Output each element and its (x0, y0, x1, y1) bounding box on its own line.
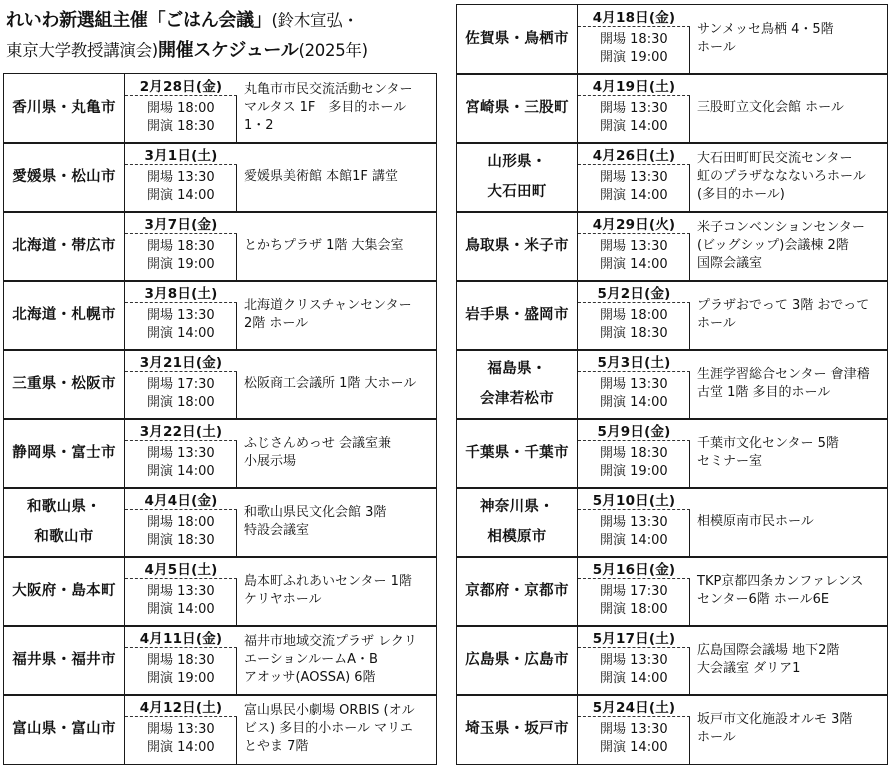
start-time-line (600, 394, 689, 412)
event-venue (691, 212, 887, 281)
start-time-line (600, 49, 689, 67)
open-label: 開場 (147, 377, 174, 392)
event-venue (238, 143, 436, 212)
start-time-line (147, 187, 236, 205)
start-label: 開演 (147, 671, 174, 686)
open-time: 18:30 (630, 32, 668, 47)
start-time: 19:00 (177, 671, 215, 686)
venue-text: 米子コンベンションセンター (ビッグシップ)会議棟 2階 国際会議室 (697, 220, 865, 272)
start-time-line (147, 739, 236, 757)
event-row (456, 142, 888, 213)
event-location: 岩手県・盛岡市 (457, 281, 578, 350)
start-time: 14:00 (630, 119, 668, 134)
event-venue (691, 5, 887, 74)
start-label: 開演 (600, 119, 627, 134)
event-location: 京都府・京都市 (457, 557, 578, 626)
event-location: 和歌山県・ 和歌山市 (4, 488, 125, 557)
open-label: 開場 (600, 515, 627, 530)
open-time: 13:30 (177, 584, 215, 599)
event-date: 4月19日(土) (578, 74, 690, 96)
event-location: 広島県・広島市 (457, 626, 578, 695)
start-time: 14:00 (630, 740, 668, 755)
start-time: 14:00 (630, 395, 668, 410)
open-time-line (147, 514, 236, 532)
event-row (456, 625, 888, 696)
title-main: れいわ新選組主催「ごはん会議」 (6, 10, 272, 31)
start-label: 開演 (600, 740, 627, 755)
event-times (578, 303, 690, 350)
open-time-line (147, 376, 236, 394)
event-location: 鳥取県・米子市 (457, 212, 578, 281)
open-label: 開場 (600, 722, 627, 737)
start-time-line (147, 325, 236, 343)
open-label: 開場 (600, 101, 627, 116)
event-times (125, 165, 237, 212)
event-location: 大阪府・島本町 (4, 557, 125, 626)
open-time: 13:30 (630, 101, 668, 116)
venue-text: 和歌山県民文化会館 3階 特設会議室 (244, 505, 387, 539)
title-line-2 (6, 36, 446, 66)
event-times (125, 717, 237, 764)
start-label: 開演 (600, 188, 627, 203)
event-venue (238, 626, 436, 695)
open-label: 開場 (600, 377, 627, 392)
start-time-line (600, 739, 689, 757)
start-time: 19:00 (630, 464, 668, 479)
open-time: 18:00 (177, 515, 215, 530)
open-time-line (147, 652, 236, 670)
event-times (125, 303, 237, 350)
event-venue (691, 695, 887, 764)
event-times (125, 441, 237, 488)
open-label: 開場 (600, 584, 627, 599)
event-venue (691, 143, 887, 212)
start-time-line (600, 463, 689, 481)
open-time-line (600, 307, 689, 325)
open-time-line (147, 238, 236, 256)
event-row (456, 487, 888, 558)
start-label: 開演 (147, 602, 174, 617)
open-time: 13:30 (177, 446, 215, 461)
start-time-line (147, 532, 236, 550)
venue-text: 坂戸市文化施設オルモ 3階 ホール (697, 712, 853, 746)
page-title (6, 6, 446, 66)
event-times (578, 372, 690, 419)
open-time-line (600, 238, 689, 256)
event-venue (238, 350, 436, 419)
open-time: 18:00 (630, 308, 668, 323)
event-location: 千葉県・千葉市 (457, 419, 578, 488)
event-date: 4月5日(土) (125, 557, 237, 579)
event-times (125, 579, 237, 626)
open-time-line (600, 514, 689, 532)
title-sub-1: (鈴木宣弘・ (271, 11, 359, 30)
title-year: (2025年) (298, 41, 368, 60)
venue-text: 福井市地域交流プラザ レクリ エーションルームA・B アオッサ(AOSSA) 6階 (244, 634, 417, 686)
event-row (3, 487, 437, 558)
event-row (456, 556, 888, 627)
start-label: 開演 (600, 395, 627, 410)
event-times (125, 510, 237, 557)
venue-text: TKP京都四条カンファレンス センター6階 ホール6E (697, 574, 864, 608)
start-time-line (600, 601, 689, 619)
event-row (3, 73, 437, 144)
event-location: 埼玉県・坂戸市 (457, 695, 578, 764)
event-times (578, 165, 690, 212)
event-date: 3月22日(土) (125, 419, 237, 441)
venue-text: ふじさんめっせ 会議室兼 小展示場 (244, 436, 392, 470)
event-row (3, 694, 437, 765)
open-time: 13:30 (630, 170, 668, 185)
event-location: 三重県・松阪市 (4, 350, 125, 419)
open-label: 開場 (147, 308, 174, 323)
open-time: 18:30 (630, 446, 668, 461)
venue-text: とかちプラザ 1階 大集会室 (244, 238, 404, 254)
start-time-line (147, 394, 236, 412)
event-location: 静岡県・富士市 (4, 419, 125, 488)
event-location: 北海道・帯広市 (4, 212, 125, 281)
start-time-line (600, 118, 689, 136)
event-venue (691, 74, 887, 143)
event-date: 3月21日(金) (125, 350, 237, 372)
start-time-line (147, 256, 236, 274)
venue-text: 丸亀市市民交流活動センター マルタス 1F 多目的ホール 1・2 (244, 82, 413, 134)
open-time: 13:30 (177, 170, 215, 185)
event-date: 5月16日(金) (578, 557, 690, 579)
open-time: 18:30 (177, 239, 215, 254)
event-venue (238, 695, 436, 764)
open-label: 開場 (600, 446, 627, 461)
event-date: 3月1日(土) (125, 143, 237, 165)
event-venue (691, 419, 887, 488)
event-venue (691, 488, 887, 557)
event-venue (691, 281, 887, 350)
start-time-line (147, 463, 236, 481)
start-time-line (600, 325, 689, 343)
event-times (125, 648, 237, 695)
venue-text: 相模原南市民ホール (697, 514, 814, 530)
event-times (125, 372, 237, 419)
open-time: 13:30 (630, 653, 668, 668)
event-venue (238, 281, 436, 350)
event-location: 神奈川県・ 相模原市 (457, 488, 578, 557)
start-label: 開演 (147, 533, 174, 548)
start-time: 14:00 (630, 671, 668, 686)
open-label: 開場 (147, 170, 174, 185)
event-venue (691, 557, 887, 626)
open-label: 開場 (147, 584, 174, 599)
event-venue (238, 212, 436, 281)
event-date: 4月11日(金) (125, 626, 237, 648)
event-times (578, 648, 690, 695)
open-time-line (600, 31, 689, 49)
start-label: 開演 (600, 326, 627, 341)
start-label: 開演 (600, 50, 627, 65)
open-label: 開場 (147, 722, 174, 737)
start-time: 14:00 (630, 188, 668, 203)
open-time-line (600, 721, 689, 739)
start-time-line (147, 670, 236, 688)
open-time: 17:30 (177, 377, 215, 392)
event-row (456, 211, 888, 282)
event-location: 北海道・札幌市 (4, 281, 125, 350)
open-label: 開場 (147, 101, 174, 116)
title-schedule: 開催スケジュール (157, 40, 299, 61)
start-time: 19:00 (177, 257, 215, 272)
open-time-line (147, 721, 236, 739)
event-venue (691, 350, 887, 419)
event-times (578, 579, 690, 626)
event-venue (238, 488, 436, 557)
event-row (456, 349, 888, 420)
start-time: 18:30 (177, 119, 215, 134)
event-date: 5月10日(土) (578, 488, 690, 510)
event-times (125, 234, 237, 281)
open-label: 開場 (147, 239, 174, 254)
open-time-line (600, 169, 689, 187)
open-time-line (147, 169, 236, 187)
open-time-line (600, 583, 689, 601)
open-time: 18:00 (177, 101, 215, 116)
venue-text: 千葉市文化センター 5階 セミナー室 (697, 436, 839, 470)
open-time-line (600, 100, 689, 118)
venue-text: 島本町ふれあいセンター 1階 ケリヤホール (244, 574, 412, 608)
open-time: 13:30 (630, 722, 668, 737)
open-time-line (600, 652, 689, 670)
open-time-line (147, 445, 236, 463)
event-row (3, 142, 437, 213)
venue-text: 三股町立文化会館 ホール (697, 100, 844, 116)
start-label: 開演 (147, 326, 174, 341)
start-label: 開演 (147, 119, 174, 134)
venue-text: 愛媛県美術館 本館1F 講堂 (244, 169, 399, 185)
start-time-line (147, 118, 236, 136)
event-date: 5月3日(土) (578, 350, 690, 372)
open-time-line (600, 445, 689, 463)
start-time-line (600, 532, 689, 550)
start-time-line (147, 601, 236, 619)
venue-text: サンメッセ鳥栖 4・5階 ホール (697, 22, 834, 56)
start-time: 18:00 (630, 602, 668, 617)
start-time: 14:00 (177, 602, 215, 617)
start-label: 開演 (147, 257, 174, 272)
event-row (456, 4, 888, 75)
start-time: 18:30 (177, 533, 215, 548)
event-location: 佐賀県・鳥栖市 (457, 5, 578, 74)
event-date: 5月2日(金) (578, 281, 690, 303)
open-time: 13:30 (630, 515, 668, 530)
event-row (3, 625, 437, 696)
event-times (578, 96, 690, 143)
open-label: 開場 (600, 239, 627, 254)
venue-text: プラザおでって 3階 おでって ホール (697, 298, 870, 332)
start-label: 開演 (147, 395, 174, 410)
event-location: 福島県・ 会津若松市 (457, 350, 578, 419)
event-row (456, 418, 888, 489)
venue-text: 富山県民小劇場 ORBIS (オル ビス) 多目的小ホール マリエ とやま 7階 (244, 703, 415, 755)
event-location: 宮崎県・三股町 (457, 74, 578, 143)
open-label: 開場 (600, 308, 627, 323)
open-time: 13:30 (630, 377, 668, 392)
event-times (578, 441, 690, 488)
event-venue (238, 419, 436, 488)
title-line-1 (6, 6, 446, 36)
start-label: 開演 (147, 740, 174, 755)
event-row (3, 211, 437, 282)
open-label: 開場 (600, 32, 627, 47)
open-time: 17:30 (630, 584, 668, 599)
event-row (3, 349, 437, 420)
venue-text: 北海道クリスチャンセンター 2階 ホール (244, 298, 412, 332)
start-time-line (600, 187, 689, 205)
event-date: 4月4日(金) (125, 488, 237, 510)
open-time-line (147, 100, 236, 118)
start-time: 14:00 (630, 257, 668, 272)
start-label: 開演 (147, 464, 174, 479)
event-location: 山形県・ 大石田町 (457, 143, 578, 212)
start-time: 14:00 (630, 533, 668, 548)
open-time-line (147, 307, 236, 325)
event-location: 香川県・丸亀市 (4, 74, 125, 143)
event-date: 2月28日(金) (125, 74, 237, 96)
event-row (3, 556, 437, 627)
venue-text: 生涯学習総合センター 會津稽 古堂 1階 多目的ホール (697, 367, 870, 401)
venue-text: 松阪商工会議所 1階 大ホール (244, 376, 417, 392)
event-row (3, 280, 437, 351)
open-label: 開場 (600, 170, 627, 185)
event-location: 富山県・富山市 (4, 695, 125, 764)
event-times (125, 96, 237, 143)
event-venue (238, 74, 436, 143)
start-label: 開演 (600, 257, 627, 272)
start-time: 14:00 (177, 326, 215, 341)
open-time-line (600, 376, 689, 394)
venue-text: 大石田町町民交流センター 虹のプラザななないろホール (多目的ホール) (697, 151, 866, 203)
event-date: 5月17日(土) (578, 626, 690, 648)
event-date: 3月7日(金) (125, 212, 237, 234)
event-venue (238, 557, 436, 626)
event-row (3, 418, 437, 489)
event-location: 愛媛県・松山市 (4, 143, 125, 212)
venue-text: 広島国際会議場 地下2階 大会議室 ダリア1 (697, 643, 840, 677)
start-label: 開演 (600, 464, 627, 479)
open-time: 18:30 (177, 653, 215, 668)
event-times (578, 717, 690, 764)
event-date: 4月26日(土) (578, 143, 690, 165)
event-date: 3月8日(土) (125, 281, 237, 303)
event-location: 福井県・福井市 (4, 626, 125, 695)
start-time-line (600, 670, 689, 688)
start-time: 18:00 (177, 395, 215, 410)
start-time: 14:00 (177, 188, 215, 203)
event-date: 5月24日(土) (578, 695, 690, 717)
event-date: 4月12日(土) (125, 695, 237, 717)
event-times (578, 510, 690, 557)
open-time-line (147, 583, 236, 601)
event-times (578, 27, 690, 74)
open-label: 開場 (147, 653, 174, 668)
start-time: 14:00 (177, 464, 215, 479)
open-label: 開場 (600, 653, 627, 668)
title-sub-2: 東京大学教授講演会) (6, 41, 158, 60)
start-label: 開演 (600, 671, 627, 686)
event-times (578, 234, 690, 281)
start-time: 14:00 (177, 740, 215, 755)
open-label: 開場 (147, 515, 174, 530)
start-label: 開演 (600, 602, 627, 617)
start-time: 19:00 (630, 50, 668, 65)
event-date: 5月9日(金) (578, 419, 690, 441)
event-row (456, 694, 888, 765)
event-date: 4月18日(金) (578, 5, 690, 27)
start-time: 18:30 (630, 326, 668, 341)
start-label: 開演 (600, 533, 627, 548)
open-label: 開場 (147, 446, 174, 461)
event-date: 4月29日(火) (578, 212, 690, 234)
event-row (456, 73, 888, 144)
open-time: 13:30 (630, 239, 668, 254)
start-time-line (600, 256, 689, 274)
open-time: 13:30 (177, 722, 215, 737)
event-venue (691, 626, 887, 695)
event-row (456, 280, 888, 351)
open-time: 13:30 (177, 308, 215, 323)
start-label: 開演 (147, 188, 174, 203)
